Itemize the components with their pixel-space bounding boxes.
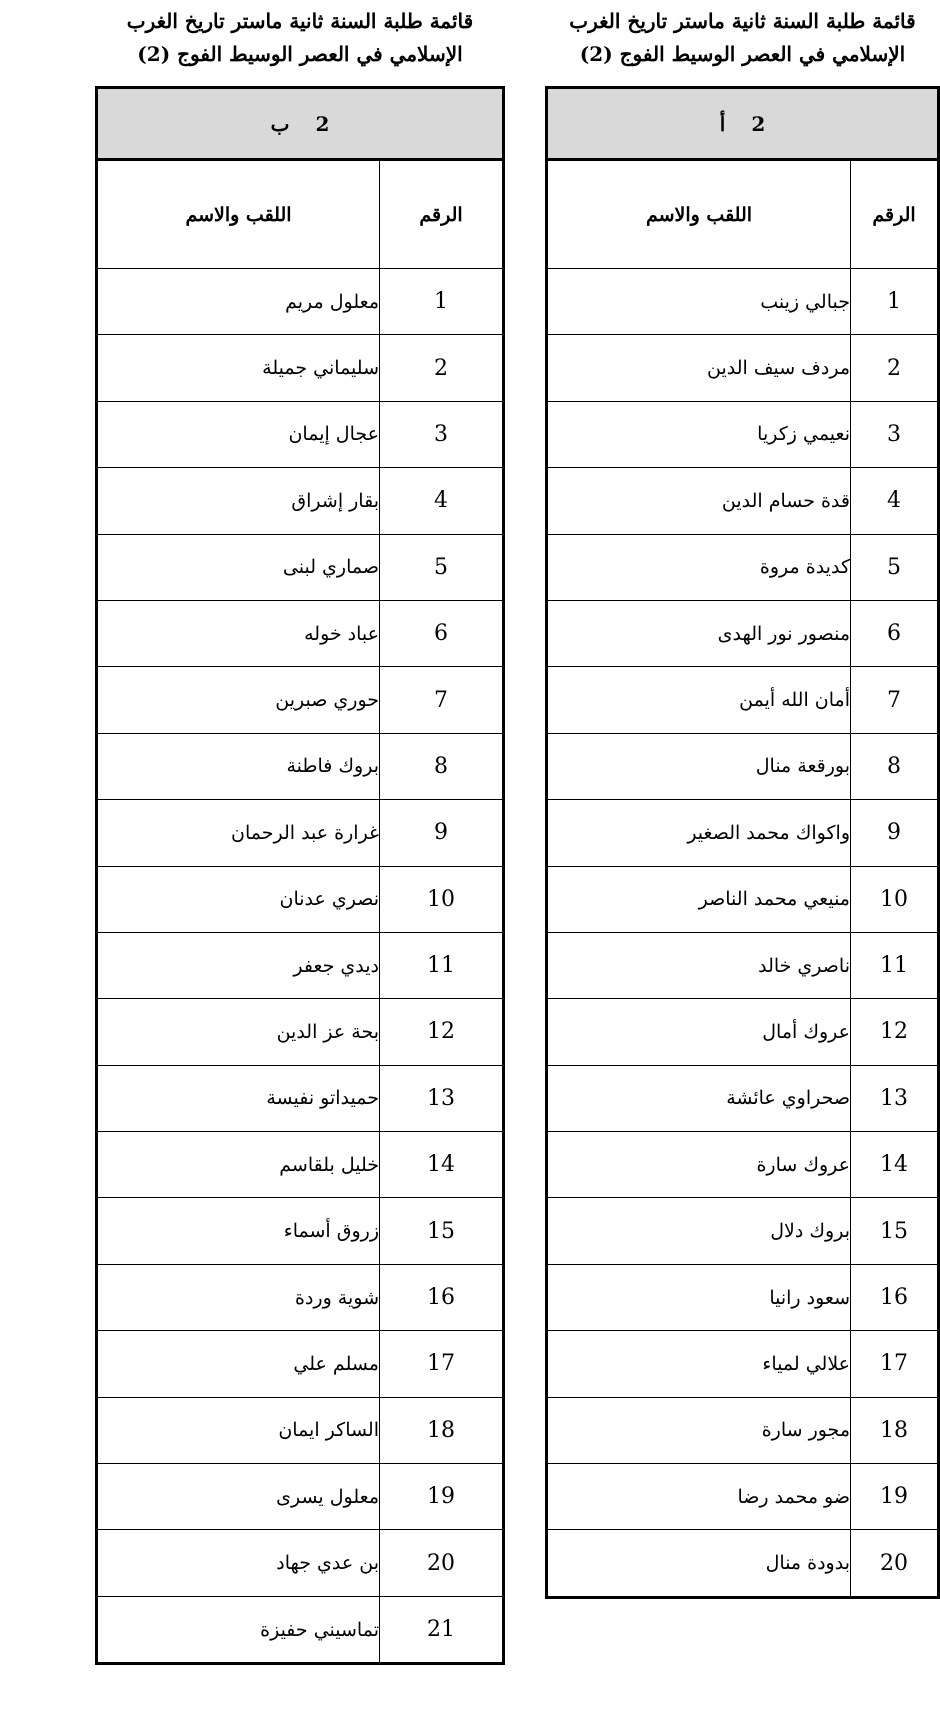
row-number: 6 xyxy=(380,600,504,666)
table-row xyxy=(97,932,504,998)
row-number: 16 xyxy=(380,1264,504,1330)
student-name: شوية وردة xyxy=(97,1264,380,1330)
table-row xyxy=(97,1397,504,1463)
student-name: منصور نور الهدى xyxy=(547,600,851,666)
table-row xyxy=(97,1530,504,1596)
table-row xyxy=(547,1397,939,1463)
student-name: تماسيني حفيزة xyxy=(97,1596,380,1663)
table-row xyxy=(547,468,939,534)
row-number: 14 xyxy=(851,1132,939,1198)
table-row xyxy=(97,1464,504,1530)
table-row xyxy=(547,1264,939,1330)
table-row xyxy=(97,999,504,1065)
table-row xyxy=(97,269,504,335)
group-2b-panel xyxy=(95,0,505,1665)
row-number: 19 xyxy=(380,1464,504,1530)
row-number: 17 xyxy=(380,1331,504,1397)
student-name: علالي لمياء xyxy=(547,1331,851,1397)
table-row xyxy=(547,401,939,467)
student-name: مسلم علي xyxy=(97,1331,380,1397)
table-row xyxy=(547,800,939,866)
row-number: 20 xyxy=(851,1530,939,1597)
student-name: بورقعة منال xyxy=(547,733,851,799)
row-number: 13 xyxy=(380,1065,504,1131)
student-name: بقار إشراق xyxy=(97,468,380,534)
row-number: 7 xyxy=(380,667,504,733)
list-title-line1: قائمة طلبة السنة ثانية ماستر تاريخ الغرب xyxy=(569,9,916,33)
student-name: صماري لبنى xyxy=(97,534,380,600)
table-row xyxy=(97,800,504,866)
group-number: 2 xyxy=(751,111,766,136)
group-letter: أ xyxy=(719,111,726,136)
row-number: 14 xyxy=(380,1132,504,1198)
row-number: 12 xyxy=(380,999,504,1065)
table-row xyxy=(547,1464,939,1530)
table-row xyxy=(97,534,504,600)
row-number: 3 xyxy=(851,401,939,467)
row-number: 12 xyxy=(851,999,939,1065)
student-name: عروك أمال xyxy=(547,999,851,1065)
row-number: 21 xyxy=(380,1596,504,1663)
student-name: منيعي محمد الناصر xyxy=(547,866,851,932)
row-number: 18 xyxy=(851,1397,939,1463)
table-row xyxy=(97,733,504,799)
table-row xyxy=(547,1065,939,1131)
table-row xyxy=(97,1065,504,1131)
row-number: 5 xyxy=(851,534,939,600)
row-number: 4 xyxy=(380,468,504,534)
student-name: مجور سارة xyxy=(547,1397,851,1463)
student-table-2b xyxy=(95,86,505,1665)
table-row xyxy=(97,600,504,666)
row-number: 9 xyxy=(851,800,939,866)
table-row xyxy=(547,1198,939,1264)
table-row xyxy=(547,269,939,335)
student-name: عجال إيمان xyxy=(97,401,380,467)
list-title-line2: الإسلامي في العصر الوسيط الفوج (2) xyxy=(579,42,906,66)
student-name: صحراوي عائشة xyxy=(547,1065,851,1131)
table-row xyxy=(547,999,939,1065)
row-number: 8 xyxy=(380,733,504,799)
student-name: جبالي زينب xyxy=(547,269,851,335)
student-name: زروق أسماء xyxy=(97,1198,380,1264)
row-number: 13 xyxy=(851,1065,939,1131)
group-2a-panel xyxy=(545,0,940,1599)
table-row xyxy=(97,401,504,467)
table-row xyxy=(547,1331,939,1397)
student-name: بحة عز الدين xyxy=(97,999,380,1065)
table-row xyxy=(97,335,504,401)
row-number: 3 xyxy=(380,401,504,467)
student-table-2a xyxy=(545,86,940,1599)
group-number: 2 xyxy=(315,111,330,136)
row-number: 15 xyxy=(380,1198,504,1264)
row-number: 18 xyxy=(380,1397,504,1463)
student-name: عباد خوله xyxy=(97,600,380,666)
student-name: سعود رانيا xyxy=(547,1264,851,1330)
group-label xyxy=(97,88,504,160)
row-number: 9 xyxy=(380,800,504,866)
table-row xyxy=(547,335,939,401)
table-row xyxy=(97,1596,504,1663)
table-row xyxy=(97,1331,504,1397)
table-row xyxy=(97,468,504,534)
column-header-name: اللقب والاسم xyxy=(97,160,380,269)
row-number: 8 xyxy=(851,733,939,799)
row-number: 16 xyxy=(851,1264,939,1330)
student-name: الساكر ايمان xyxy=(97,1397,380,1463)
student-name: حميداتو نفيسة xyxy=(97,1065,380,1131)
student-name: ديدي جعفر xyxy=(97,932,380,998)
student-name: بروك فاطنة xyxy=(97,733,380,799)
student-name: نصري عدنان xyxy=(97,866,380,932)
table-row xyxy=(97,1264,504,1330)
row-number: 10 xyxy=(851,866,939,932)
row-number: 15 xyxy=(851,1198,939,1264)
student-name: نعيمي زكريا xyxy=(547,401,851,467)
row-number: 4 xyxy=(851,468,939,534)
student-name: بروك دلال xyxy=(547,1198,851,1264)
row-number: 11 xyxy=(380,932,504,998)
student-name: غرارة عبد الرحمان xyxy=(97,800,380,866)
row-number: 5 xyxy=(380,534,504,600)
column-header-number: الرقم xyxy=(851,160,939,269)
table-row xyxy=(97,1132,504,1198)
student-name: مردف سيف الدين xyxy=(547,335,851,401)
row-number: 2 xyxy=(380,335,504,401)
row-number: 6 xyxy=(851,600,939,666)
group-letter: ب xyxy=(270,111,290,136)
group-label xyxy=(547,88,939,160)
table-row xyxy=(547,534,939,600)
student-name: ضو محمد رضا xyxy=(547,1464,851,1530)
column-header-name: اللقب والاسم xyxy=(547,160,851,269)
student-name: حوري صبرين xyxy=(97,667,380,733)
student-name: سليماني جميلة xyxy=(97,335,380,401)
row-number: 20 xyxy=(380,1530,504,1596)
student-name: قدة حسام الدين xyxy=(547,468,851,534)
row-number: 1 xyxy=(851,269,939,335)
table-row xyxy=(547,667,939,733)
row-number: 11 xyxy=(851,932,939,998)
table-row xyxy=(547,1530,939,1597)
student-name: معلول مريم xyxy=(97,269,380,335)
student-name: خليل بلقاسم xyxy=(97,1132,380,1198)
row-number: 19 xyxy=(851,1464,939,1530)
row-number: 2 xyxy=(851,335,939,401)
student-name: بدودة منال xyxy=(547,1530,851,1597)
row-number: 1 xyxy=(380,269,504,335)
table-row xyxy=(547,600,939,666)
student-name: عروك سارة xyxy=(547,1132,851,1198)
row-number: 17 xyxy=(851,1331,939,1397)
list-title-line2: الإسلامي في العصر الوسيط الفوج (2) xyxy=(137,42,463,66)
row-number: 10 xyxy=(380,866,504,932)
student-name: معلول يسرى xyxy=(97,1464,380,1530)
table-row xyxy=(547,866,939,932)
list-title-line1: قائمة طلبة السنة ثانية ماستر تاريخ الغرب xyxy=(126,9,474,33)
table-row xyxy=(547,1132,939,1198)
student-name: واكواك محمد الصغير xyxy=(547,800,851,866)
student-name: بن عدي جهاد xyxy=(97,1530,380,1596)
table-row xyxy=(97,1198,504,1264)
table-row xyxy=(97,866,504,932)
column-header-number: الرقم xyxy=(380,160,504,269)
table-row xyxy=(97,667,504,733)
student-name: ناصري خالد xyxy=(547,932,851,998)
row-number: 7 xyxy=(851,667,939,733)
table-row xyxy=(547,932,939,998)
table-row xyxy=(547,733,939,799)
student-name: كديدة مروة xyxy=(547,534,851,600)
student-name: أمان الله أيمن xyxy=(547,667,851,733)
